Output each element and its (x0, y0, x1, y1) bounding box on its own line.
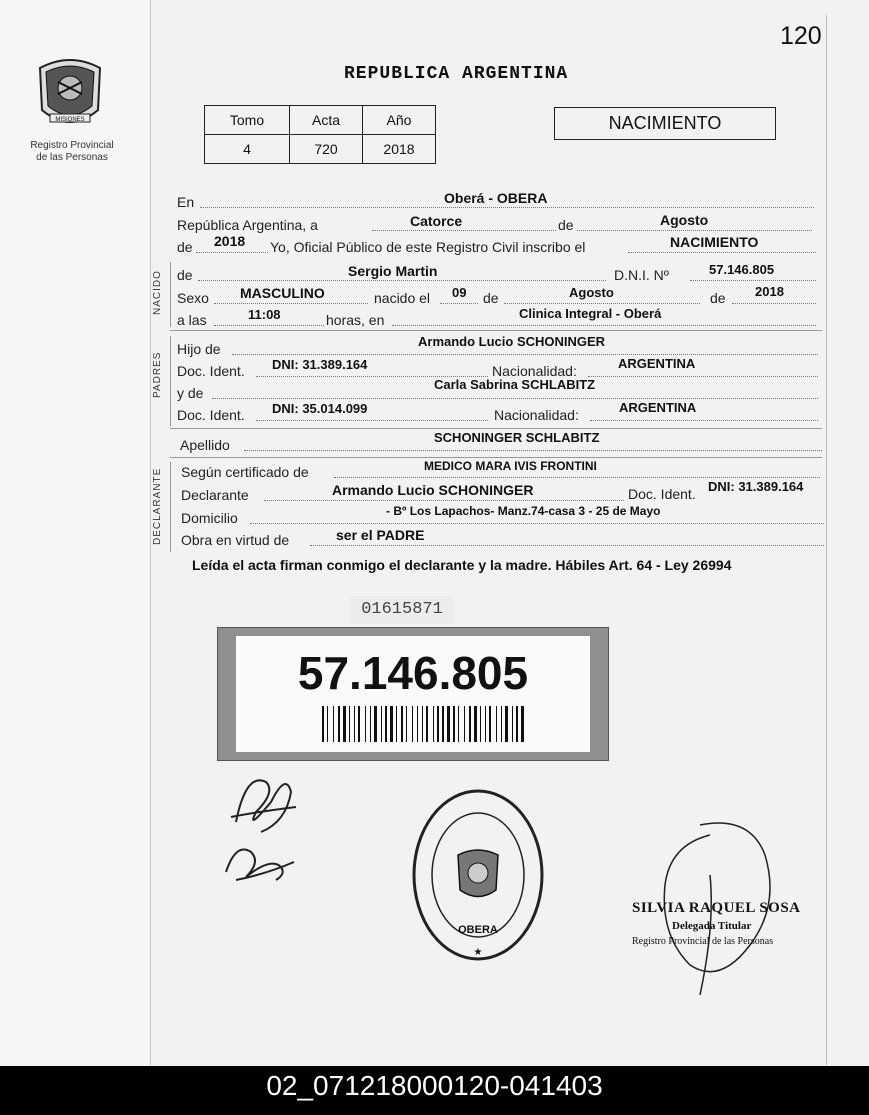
dotted-line (440, 302, 478, 304)
dotted-line (214, 302, 368, 304)
document-title: REPUBLICA ARGENTINA (344, 64, 569, 84)
logo-caption-line-2: de las Personas (36, 152, 108, 163)
value-madre-doc: DNI: 35.014.099 (272, 401, 368, 416)
value-nacido-dia: 09 (452, 285, 467, 300)
record-type-box: NACIMIENTO (554, 107, 776, 140)
dotted-line (232, 353, 818, 355)
dotted-line (264, 499, 624, 501)
footer-code-bar (0, 1066, 869, 1115)
logo-caption-line-1: Registro Provincial (30, 140, 114, 151)
label-nacionalidad-1: Nacionalidad: (492, 363, 577, 379)
dotted-line (212, 397, 818, 399)
footer-code: 02_071218000120-041403 (266, 1070, 603, 1101)
dotted-line (198, 279, 606, 281)
label-hijo-de: Hijo de (177, 341, 221, 357)
label-de-mes: de (483, 290, 499, 306)
dni-panel (236, 636, 590, 752)
dotted-line (392, 324, 816, 326)
section-separator (170, 457, 822, 458)
value-madre-nac: ARGENTINA (619, 400, 697, 415)
label-doc-ident-2: Doc. Ident. (177, 407, 245, 423)
dotted-line (310, 544, 824, 546)
label-obra-en-virtud: Obra en virtud de (181, 532, 290, 548)
official-stamp-icon (408, 785, 548, 965)
label-a-las: a las (177, 312, 207, 328)
dotted-line (196, 251, 268, 253)
value-sexo: MASCULINO (240, 285, 325, 301)
dotted-line (334, 476, 820, 478)
value-obra: ser el PADRE (336, 527, 425, 543)
value-domicilio: - Bº Los Lapachos- Manz.74-casa 3 - 25 de Mayo (386, 504, 661, 518)
label-de2: de (177, 239, 193, 255)
dotted-line (256, 419, 488, 421)
value-padre-doc: DNI: 31.389.164 (272, 357, 368, 372)
label-domicilio: Domicilio (181, 510, 238, 526)
label-y-de: y de (177, 385, 204, 401)
registrar-name: SILVIA RAQUEL SOSA (632, 900, 801, 916)
dotted-line (372, 229, 812, 231)
side-label-nacido: NACIDO (152, 270, 163, 315)
value-nacido-mes: Agosto (569, 285, 614, 300)
side-label-declarante: DECLARANTE (152, 467, 163, 545)
label-declarante: Declarante (181, 487, 249, 503)
value-apellido: SCHONINGER SCHLABITZ (434, 430, 600, 445)
label-apellido: Apellido (180, 437, 230, 453)
stamp-city: OBERA (458, 924, 498, 936)
section-separator (170, 330, 822, 331)
label-yo-oficial: Yo, Oficial Público de este Registro Civil inscribo el (270, 239, 586, 255)
value-madre: Carla Sabrina SCHLABITZ (434, 377, 596, 392)
serial-number: 01615871 (350, 596, 454, 624)
label-de-anio: de (710, 290, 726, 306)
svg-text:★: ★ (473, 947, 483, 958)
value-padre: Armando Lucio SCHONINGER (418, 334, 606, 349)
section-divider (170, 462, 171, 552)
record-table (204, 105, 436, 164)
dotted-line (590, 419, 818, 421)
value-dia: Catorce (410, 213, 463, 229)
value-nombre: Sergio Martin (348, 263, 438, 279)
value-hora: 11:08 (248, 307, 281, 322)
header-anio: Año (363, 106, 436, 135)
barcode-icon (320, 706, 530, 742)
side-label-padres: PADRES (152, 351, 163, 398)
value-dni: 57.146.805 (709, 262, 775, 277)
label-nacionalidad-2: Nacionalidad: (494, 407, 579, 423)
registrar-org: Registro Provincial de las Personas (632, 936, 774, 947)
dotted-line (200, 206, 814, 208)
value-lugar-nacimiento: Clinica Integral - Oberá (519, 306, 662, 321)
label-republica: República Argentina, a (177, 217, 318, 233)
dotted-line (690, 279, 816, 281)
page-number: 120 (780, 22, 822, 50)
value-anio: 2018 (214, 233, 246, 249)
label-de: de (558, 217, 574, 233)
label-en: En (177, 194, 195, 210)
dotted-line (588, 375, 818, 377)
dotted-line (214, 324, 324, 326)
value-nacido-anio: 2018 (755, 284, 784, 299)
provincial-seal-icon (32, 50, 108, 136)
label-de-nacido: de (177, 267, 193, 283)
dotted-line (732, 302, 816, 304)
dni-security-block (217, 627, 609, 761)
value-anio: 2018 (363, 135, 436, 164)
value-lugar: Oberá - OBERA (444, 190, 548, 206)
value-declarante-doc: DNI: 31.389.164 (708, 479, 804, 494)
label-doc-ident-3: Doc. Ident. (628, 486, 696, 502)
value-certificado: MEDICO MARA IVIS FRONTINI (424, 459, 597, 473)
dotted-line (244, 449, 822, 451)
label-sexo: Sexo (177, 290, 209, 306)
dni-block-number: 57.146.805 (297, 647, 529, 699)
dotted-line (628, 251, 816, 253)
value-acta: 720 (290, 135, 363, 164)
closing-statement: Leída el acta firman conmigo el declarante y la madre. Hábiles Art. 64 - Ley 26994 (192, 557, 732, 573)
registrar-role: Delegada Titular (672, 920, 752, 932)
header-acta: Acta (290, 106, 363, 135)
value-padre-nac: ARGENTINA (618, 356, 696, 371)
value-tipo: NACIMIENTO (670, 234, 759, 250)
logo-caption (18, 140, 126, 164)
handwritten-signature-left (216, 762, 306, 892)
dotted-line (250, 522, 824, 524)
header-tomo: Tomo (205, 106, 290, 135)
label-segun-certificado: Según certificado de (181, 464, 309, 480)
label-horas-en: horas, en (326, 312, 385, 328)
label-dni: D.N.I. Nº (614, 267, 669, 283)
value-declarante: Armando Lucio SCHONINGER (332, 482, 534, 498)
section-separator (170, 428, 822, 429)
section-divider (170, 262, 171, 327)
page-edge-line (826, 15, 827, 1065)
value-mes: Agosto (660, 212, 709, 228)
label-doc-ident-1: Doc. Ident. (177, 363, 245, 379)
value-tomo: 4 (205, 135, 290, 164)
label-nacido-el: nacido el (374, 290, 431, 306)
svg-text:MISIONES: MISIONES (55, 117, 85, 123)
section-divider (170, 336, 171, 426)
dotted-line (504, 302, 700, 304)
